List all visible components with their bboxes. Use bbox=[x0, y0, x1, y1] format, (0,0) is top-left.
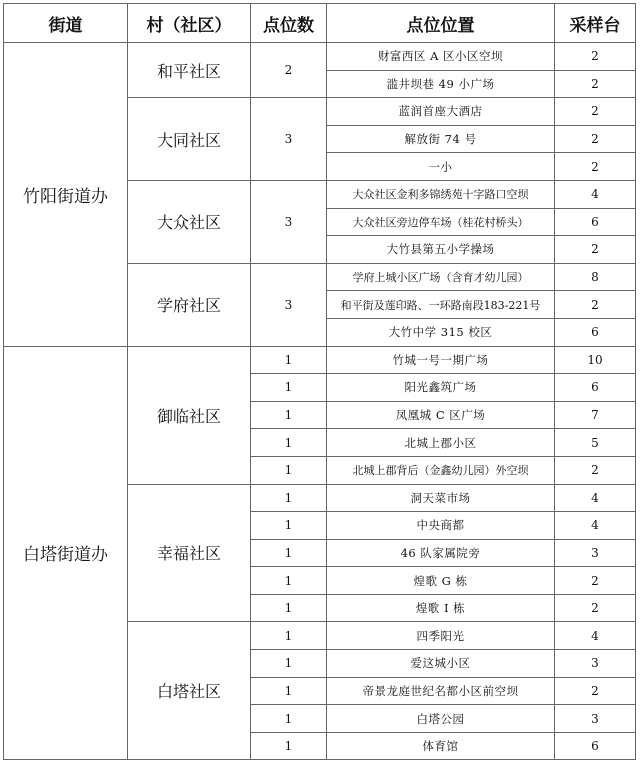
table-row bbox=[4, 346, 636, 374]
site-count-cell: 1 bbox=[251, 484, 327, 512]
location-cell: 煌歌 G 栋 bbox=[327, 567, 555, 595]
tables-cell: 6 bbox=[555, 732, 636, 760]
location-cell: 煌歌 I 栋 bbox=[327, 594, 555, 622]
location-cell: 滥井坝巷 49 小广场 bbox=[327, 70, 555, 98]
tables-cell: 4 bbox=[555, 512, 636, 540]
site-count-cell: 1 bbox=[251, 539, 327, 567]
tables-cell: 2 bbox=[555, 70, 636, 98]
location-cell: 白塔公园 bbox=[327, 705, 555, 733]
location-cell: 大众社区金利多锦绣苑十字路口空坝 bbox=[327, 180, 555, 208]
site-count-cell: 1 bbox=[251, 456, 327, 484]
site-count-cell: 1 bbox=[251, 677, 327, 705]
tables-cell: 8 bbox=[555, 263, 636, 291]
tables-cell: 2 bbox=[555, 43, 636, 71]
location-cell: 学府上城小区广场（含育才幼儿园） bbox=[327, 263, 555, 291]
tables-cell: 4 bbox=[555, 622, 636, 650]
location-cell: 46 队家属院旁 bbox=[327, 539, 555, 567]
site-count-cell: 3 bbox=[251, 180, 327, 263]
tables-cell: 2 bbox=[555, 153, 636, 181]
tables-cell: 6 bbox=[555, 374, 636, 402]
site-count-cell: 1 bbox=[251, 594, 327, 622]
sampling-sites-table bbox=[3, 3, 636, 760]
tables-cell: 2 bbox=[555, 236, 636, 264]
location-cell: 阳光鑫筑广场 bbox=[327, 374, 555, 402]
header-site-location: 点位位置 bbox=[327, 4, 555, 43]
site-count-cell: 1 bbox=[251, 732, 327, 760]
tables-cell: 6 bbox=[555, 208, 636, 236]
site-count-cell: 1 bbox=[251, 346, 327, 374]
street-cell: 竹阳街道办 bbox=[4, 43, 128, 347]
location-cell: 洞天菜市场 bbox=[327, 484, 555, 512]
location-cell: 四季阳光 bbox=[327, 622, 555, 650]
tables-cell: 5 bbox=[555, 429, 636, 457]
site-count-cell: 1 bbox=[251, 512, 327, 540]
tables-cell: 7 bbox=[555, 401, 636, 429]
location-cell: 蓝润首座大酒店 bbox=[327, 98, 555, 126]
tables-cell: 2 bbox=[555, 98, 636, 126]
site-count-cell: 3 bbox=[251, 98, 327, 181]
header-sampling-tables: 采样台 bbox=[555, 4, 636, 43]
header-street: 街道 bbox=[4, 4, 128, 43]
tables-cell: 2 bbox=[555, 677, 636, 705]
site-count-cell: 1 bbox=[251, 401, 327, 429]
site-count-cell: 1 bbox=[251, 705, 327, 733]
site-count-cell: 1 bbox=[251, 567, 327, 595]
location-cell: 体育馆 bbox=[327, 732, 555, 760]
location-cell: 竹城一号一期广场 bbox=[327, 346, 555, 374]
location-cell: 凤凰城 C 区广场 bbox=[327, 401, 555, 429]
location-cell: 爱这城小区 bbox=[327, 650, 555, 678]
site-count-cell: 3 bbox=[251, 263, 327, 346]
table-row bbox=[4, 43, 636, 71]
location-cell: 一小 bbox=[327, 153, 555, 181]
tables-cell: 4 bbox=[555, 484, 636, 512]
village-cell: 幸福社区 bbox=[128, 484, 251, 622]
tables-cell: 3 bbox=[555, 705, 636, 733]
site-count-cell: 1 bbox=[251, 650, 327, 678]
location-cell: 大众社区旁边停车场（桂花村桥头） bbox=[327, 208, 555, 236]
site-count-cell: 2 bbox=[251, 43, 327, 98]
village-cell: 大同社区 bbox=[128, 98, 251, 181]
location-cell: 解放街 74 号 bbox=[327, 125, 555, 153]
village-cell: 学府社区 bbox=[128, 263, 251, 346]
location-cell: 北城上郡背后（金鑫幼儿园）外空坝 bbox=[327, 456, 555, 484]
site-count-cell: 1 bbox=[251, 429, 327, 457]
tables-cell: 3 bbox=[555, 539, 636, 567]
location-cell: 大竹县第五小学操场 bbox=[327, 236, 555, 264]
header-village: 村（社区） bbox=[128, 4, 251, 43]
location-cell: 财富西区 A 区小区空坝 bbox=[327, 43, 555, 71]
village-cell: 和平社区 bbox=[128, 43, 251, 98]
location-cell: 和平街及莲印路、一环路南段183-221号 bbox=[327, 291, 555, 319]
location-cell: 大竹中学 315 校区 bbox=[327, 318, 555, 346]
tables-cell: 10 bbox=[555, 346, 636, 374]
location-cell: 中央商都 bbox=[327, 512, 555, 540]
village-cell: 御临社区 bbox=[128, 346, 251, 484]
header-row bbox=[4, 4, 636, 43]
header-site-count: 点位数 bbox=[251, 4, 327, 43]
tables-cell: 2 bbox=[555, 594, 636, 622]
tables-cell: 2 bbox=[555, 291, 636, 319]
tables-cell: 2 bbox=[555, 567, 636, 595]
tables-cell: 2 bbox=[555, 456, 636, 484]
site-count-cell: 1 bbox=[251, 374, 327, 402]
street-cell: 白塔街道办 bbox=[4, 346, 128, 760]
site-count-cell: 1 bbox=[251, 622, 327, 650]
location-cell: 北城上郡小区 bbox=[327, 429, 555, 457]
village-cell: 白塔社区 bbox=[128, 622, 251, 760]
tables-cell: 2 bbox=[555, 125, 636, 153]
tables-cell: 6 bbox=[555, 318, 636, 346]
village-cell: 大众社区 bbox=[128, 180, 251, 263]
tables-cell: 4 bbox=[555, 180, 636, 208]
location-cell: 帝景龙庭世纪名都小区前空坝 bbox=[327, 677, 555, 705]
tables-cell: 3 bbox=[555, 650, 636, 678]
